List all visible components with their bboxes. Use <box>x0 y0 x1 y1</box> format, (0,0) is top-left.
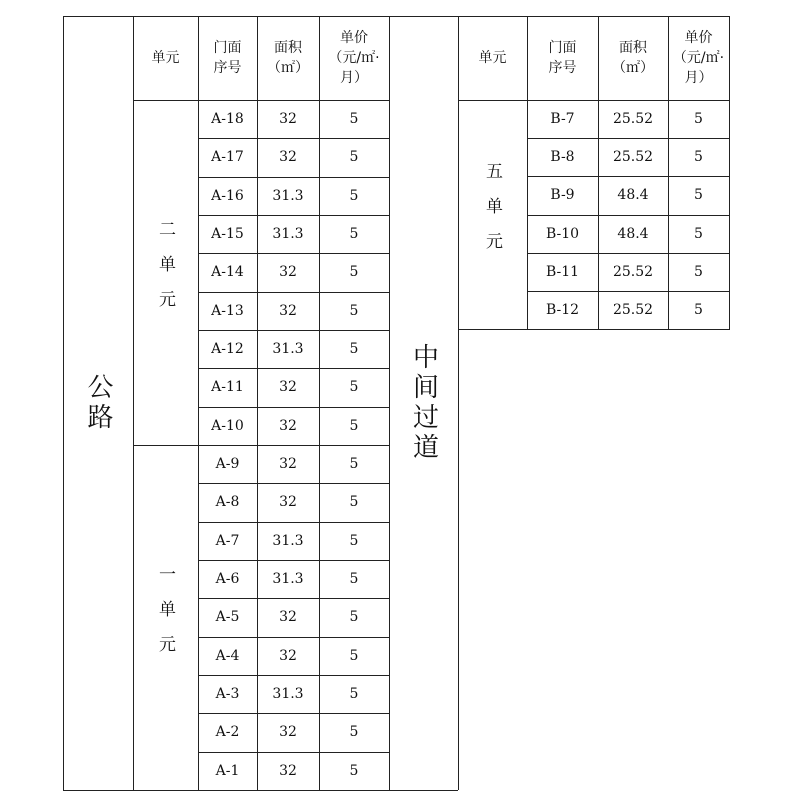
shop-no-cell: A-6 <box>215 571 240 588</box>
unit-label-1: 一单元 <box>155 565 175 670</box>
area-cell: 32 <box>279 302 297 319</box>
shop-no-cell: A-13 <box>211 302 244 319</box>
price-cell: 5 <box>349 149 359 166</box>
area-cell: 25.52 <box>612 263 654 280</box>
header-unit: 单元 <box>151 50 180 66</box>
area-cell: 31.3 <box>272 571 304 588</box>
shop-no-cell: B-9 <box>550 187 575 204</box>
road-label: 公路 <box>83 373 113 433</box>
area-cell: 31.3 <box>272 226 304 243</box>
price-cell: 5 <box>349 302 359 319</box>
price-cell: 5 <box>349 532 359 549</box>
shop-no-cell: B-7 <box>550 111 575 128</box>
price-cell: 5 <box>349 187 359 204</box>
price-cell: 5 <box>349 111 359 128</box>
shop-no-cell: A-11 <box>211 379 244 396</box>
shop-no-cell: A-12 <box>211 341 244 358</box>
price-cell: 5 <box>349 724 359 741</box>
area-cell: 32 <box>279 264 297 281</box>
area-cell: 32 <box>279 111 297 128</box>
shop-no-cell: B-8 <box>550 149 575 166</box>
area-cell: 32 <box>279 417 297 434</box>
price-cell: 5 <box>349 341 359 358</box>
header-area: 面积（㎡） <box>267 40 309 76</box>
right-header-shop-no: 门面序号 <box>548 40 577 76</box>
shop-no-cell: A-4 <box>215 647 240 664</box>
price-cell: 5 <box>694 187 703 204</box>
price-cell: 5 <box>349 762 359 779</box>
shop-no-cell: A-15 <box>211 226 244 243</box>
area-cell: 32 <box>279 379 297 396</box>
header-price: 单价（元/㎡·月） <box>328 30 380 86</box>
price-cell: 5 <box>349 609 359 626</box>
area-cell: 32 <box>279 724 297 741</box>
area-cell: 32 <box>279 149 297 166</box>
shop-no-cell: B-11 <box>545 263 580 280</box>
area-cell: 31.3 <box>272 686 304 703</box>
area-cell: 31.3 <box>272 341 304 358</box>
area-cell: 32 <box>279 494 297 511</box>
right-header-unit: 单元 <box>478 50 507 66</box>
price-cell: 5 <box>694 302 703 319</box>
shop-no-cell: A-9 <box>215 456 240 473</box>
area-cell: 48.4 <box>617 225 649 242</box>
shop-no-cell: B-12 <box>545 302 580 319</box>
shop-no-cell: A-1 <box>215 762 240 779</box>
shop-no-cell: A-8 <box>215 494 240 511</box>
right-table <box>458 16 730 330</box>
price-cell: 5 <box>349 456 359 473</box>
area-cell: 31.3 <box>272 187 304 204</box>
price-cell: 5 <box>349 647 359 664</box>
shop-no-cell: A-3 <box>215 686 240 703</box>
shop-no-cell: A-5 <box>215 609 240 626</box>
unit-label-5: 五单元 <box>482 162 502 267</box>
area-cell: 25.52 <box>612 302 654 319</box>
price-cell: 5 <box>694 111 703 128</box>
shop-no-cell: A-10 <box>211 417 244 434</box>
shop-no-cell: A-18 <box>211 111 244 128</box>
left-table <box>63 16 458 790</box>
area-cell: 31.3 <box>272 532 304 549</box>
area-cell: 48.4 <box>617 187 649 204</box>
corridor-label: 中间过道 <box>408 343 439 463</box>
price-cell: 5 <box>349 226 359 243</box>
right-header-area: 面积（㎡） <box>612 40 654 76</box>
shop-no-cell: A-16 <box>211 187 244 204</box>
area-cell: 32 <box>279 762 297 779</box>
price-cell: 5 <box>349 571 359 588</box>
unit-label-2: 二单元 <box>155 220 175 325</box>
shop-no-cell: A-14 <box>211 264 244 281</box>
shop-no-cell: A-2 <box>215 724 240 741</box>
price-cell: 5 <box>349 417 359 434</box>
shop-no-cell: B-10 <box>545 225 580 242</box>
area-cell: 32 <box>279 647 297 664</box>
shop-no-cell: A-17 <box>211 149 244 166</box>
price-cell: 5 <box>694 149 703 166</box>
area-cell: 25.52 <box>612 149 654 166</box>
price-cell: 5 <box>349 379 359 396</box>
shop-no-cell: A-7 <box>215 532 240 549</box>
right-header-price: 单价（元/㎡·月） <box>672 30 725 86</box>
price-cell: 5 <box>694 225 703 242</box>
price-cell: 5 <box>349 686 359 703</box>
area-cell: 25.52 <box>612 111 654 128</box>
header-shop-no: 门面序号 <box>213 40 242 76</box>
price-cell: 5 <box>349 264 359 281</box>
price-cell: 5 <box>694 263 703 280</box>
area-cell: 32 <box>279 456 297 473</box>
price-cell: 5 <box>349 494 359 511</box>
area-cell: 32 <box>279 609 297 626</box>
